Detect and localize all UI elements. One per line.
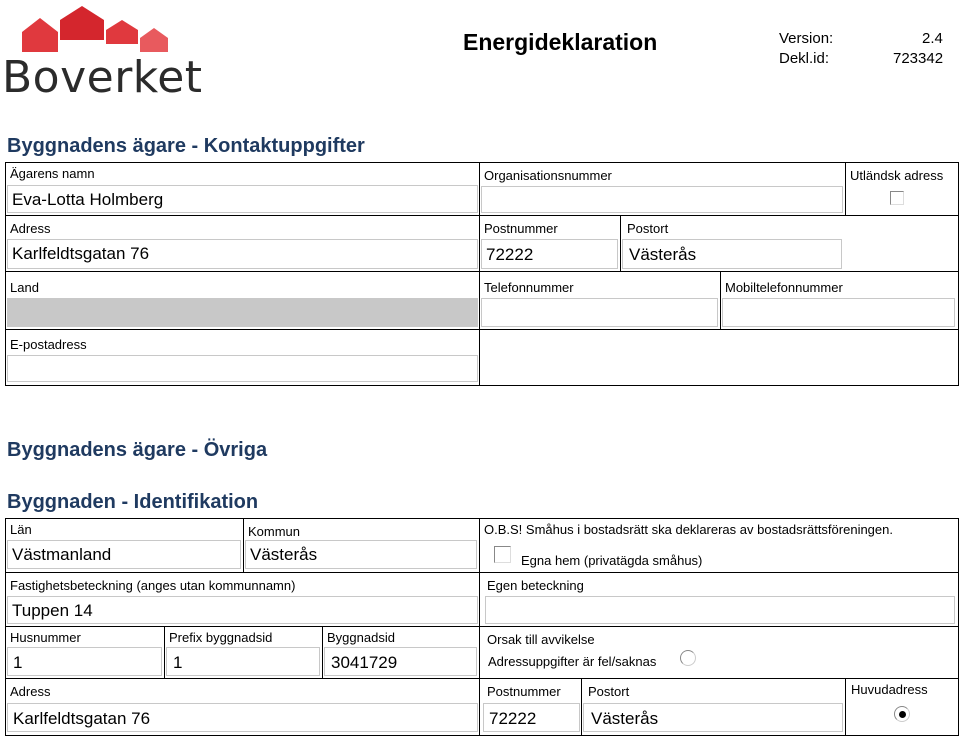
phone-field[interactable] (481, 298, 718, 327)
prefix-value: 1 (173, 653, 183, 672)
version-label: Version: (779, 30, 834, 47)
deklid-label: Dekl.id: (779, 50, 830, 67)
org-number-field[interactable] (481, 186, 843, 213)
email-right-cell (479, 329, 959, 386)
fastighet-field[interactable] (7, 596, 478, 624)
owner-name-label: Ägarens namn (10, 166, 95, 181)
phone-label: Telefonnummer (484, 280, 574, 295)
owner-name-value: Eva-Lotta Holmberg (12, 190, 164, 209)
byggnadsid-cell (322, 626, 481, 680)
building-address-field[interactable] (7, 703, 478, 732)
byggnadsid-value: 3041729 (331, 653, 398, 672)
huvudadress-cell (845, 678, 959, 736)
owner-contact-heading: Byggnadens ägare - Kontaktuppgifter (7, 135, 365, 157)
mobile-field[interactable] (722, 298, 955, 327)
logo-text: Boverket (2, 52, 203, 103)
own-home-label: Egna hem (privatägda småhus) (521, 553, 703, 568)
owner-address-label: Adress (10, 221, 51, 236)
building-address-label: Adress (10, 684, 51, 699)
owner-name-cell (5, 162, 481, 217)
kommun-field[interactable] (245, 540, 477, 569)
egen-beteckning-field[interactable] (485, 596, 955, 624)
egen-beteckning-label: Egen beteckning (487, 578, 584, 593)
owner-postnr-field[interactable] (481, 239, 618, 269)
kommun-label: Kommun (248, 524, 301, 539)
byggnadsid-field[interactable] (324, 647, 477, 676)
owner-postort-label: Postort (627, 221, 669, 236)
lan-value: Västmanland (12, 545, 112, 564)
kommun-value: Västerås (250, 545, 318, 564)
obs-cell (479, 518, 959, 574)
lan-cell (5, 518, 245, 574)
owner-postort-field[interactable] (622, 239, 842, 269)
orsak-option-label: Adressuppgifter är fel/saknas (488, 654, 657, 669)
prefix-cell (164, 626, 324, 680)
husnr-cell (5, 626, 166, 680)
version-value: 2.4 (922, 30, 943, 47)
orsak-radio[interactable] (680, 650, 696, 666)
org-number-cell (479, 162, 847, 217)
building-postort-cell (581, 678, 847, 736)
prefix-field[interactable] (166, 647, 320, 676)
document-title: Energideklaration (463, 29, 658, 55)
land-cell (5, 271, 481, 331)
owner-address-cell (5, 215, 481, 273)
obs-text: O.B.S! Småhus i bostadsrätt ska deklareras av bostadsrättsföreningen. (484, 522, 893, 537)
building-address-value: Karlfeldtsgatan 76 (13, 709, 151, 728)
lan-label: Län (10, 522, 32, 537)
huvudadress-radio[interactable] (894, 706, 910, 722)
foreign-address-label: Utländsk adress (850, 168, 944, 183)
land-field[interactable] (7, 298, 478, 327)
orsak-cell (479, 626, 959, 680)
owner-address-value: Karlfeldtsgatan 76 (12, 244, 150, 263)
fastighet-label: Fastighetsbeteckning (anges utan kommunnamn) (10, 578, 296, 593)
husnr-field[interactable] (7, 647, 162, 676)
owner-postort-cell (620, 215, 959, 273)
building-postnr-value: 72222 (489, 709, 537, 728)
owner-other-heading: Byggnadens ägare - Övriga (7, 439, 268, 461)
email-field[interactable] (7, 355, 478, 382)
owner-postnr-value: 72222 (486, 245, 534, 264)
prefix-label: Prefix byggnadsid (169, 630, 273, 645)
owner-address-field[interactable] (7, 239, 478, 269)
byggnadsid-label: Byggnadsid (327, 630, 395, 645)
email-cell (5, 329, 481, 386)
owner-postnr-cell (479, 215, 622, 273)
building-postort-label: Postort (588, 684, 630, 699)
mobile-label: Mobiltelefonnummer (725, 280, 843, 295)
building-id-heading: Byggnaden - Identifikation (7, 491, 259, 513)
own-home-checkbox[interactable] (494, 546, 511, 563)
foreign-address-checkbox[interactable] (890, 191, 904, 205)
owner-name-field[interactable] (7, 185, 478, 213)
boverket-logo (0, 0, 203, 103)
husnr-label: Husnummer (10, 630, 81, 645)
owner-postort-value: Västerås (629, 245, 697, 264)
owner-postnr-label: Postnummer (484, 221, 558, 236)
foreign-address-cell (845, 162, 959, 217)
building-address-cell (5, 678, 481, 736)
huvudadress-label: Huvudadress (851, 682, 928, 697)
husnr-value: 1 (13, 653, 23, 672)
orsak-label: Orsak till avvikelse (487, 632, 595, 647)
kommun-cell (243, 518, 481, 574)
deklid-value: 723342 (893, 50, 944, 67)
logo-houses-icon (0, 0, 190, 60)
fastighet-value: Tuppen 14 (12, 601, 93, 620)
building-postnr-field[interactable] (483, 703, 580, 732)
phone-cell (479, 271, 722, 331)
fastighet-cell (5, 572, 481, 628)
building-postnr-cell (479, 678, 583, 736)
email-label: E-postadress (10, 337, 87, 352)
egen-beteckning-cell (479, 572, 959, 628)
org-number-label: Organisationsnummer (484, 168, 612, 183)
building-postort-value: Västerås (591, 709, 659, 728)
lan-field[interactable] (7, 540, 241, 569)
building-postnr-label: Postnummer (487, 684, 561, 699)
land-label: Land (10, 280, 39, 295)
building-postort-field[interactable] (583, 703, 843, 732)
mobile-cell (720, 271, 959, 331)
